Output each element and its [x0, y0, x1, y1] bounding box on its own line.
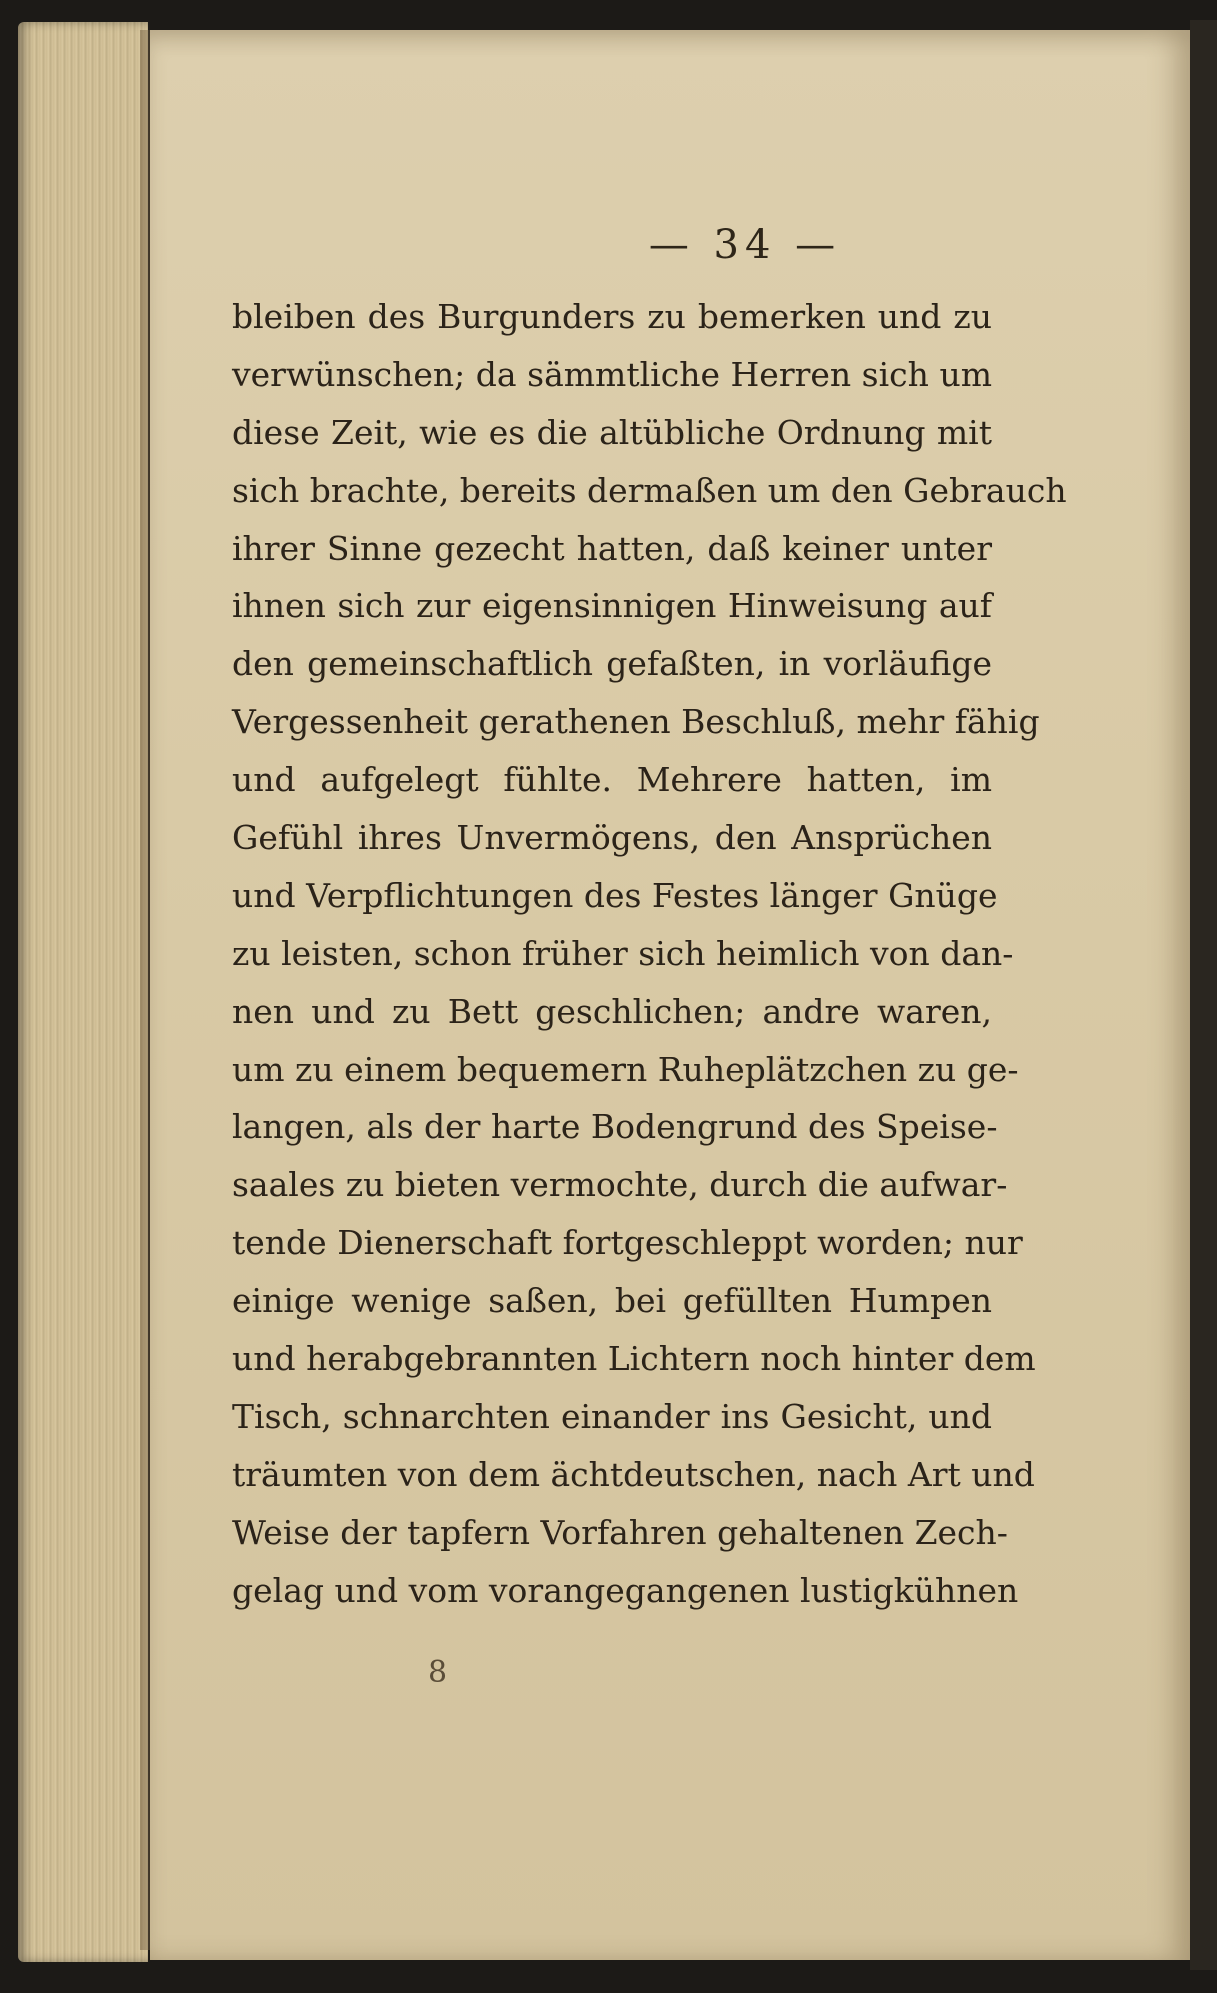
text-line: zu leisten, schon früher sich heimlich von dan-: [232, 933, 1014, 973]
text-line: verwünschen; da sämmtliche Herren sich um: [232, 354, 992, 394]
text-line: sich brachte, bereits dermaßen um den Gebrauch: [232, 470, 1067, 510]
text-line: und aufgelegt fühlte. Mehrere hatten, im: [232, 760, 992, 800]
book-page-edges: [18, 22, 148, 1962]
text-line: ihnen sich zur eigensinnigen Hinweisung auf: [232, 586, 992, 626]
text-line: träumten von dem ächtdeutschen, nach Art und: [232, 1454, 1035, 1494]
text-line: gelag und vom vorangegangenen lustigkühnen: [232, 1570, 1019, 1610]
text-line: nen und zu Bett geschlichen; andre waren,: [232, 991, 992, 1031]
scan-right-border: [1190, 20, 1217, 1970]
text-line: Vergessenheit gerathenen Beschluß, mehr fähig: [232, 702, 1040, 742]
page-number-header: — 34 —: [648, 222, 842, 268]
text-line: Gefühl ihres Unvermögens, den Ansprüchen: [232, 818, 992, 858]
text-line: Tisch, schnarchten einander ins Gesicht, und: [232, 1396, 992, 1436]
text-line: diese Zeit, wie es die altübliche Ordnung mit: [232, 412, 992, 452]
text-line: langen, als der harte Bodengrund des Speise-: [232, 1107, 998, 1147]
text-line: einige wenige saßen, bei gefüllten Humpen: [232, 1281, 992, 1321]
text-line: saales zu bieten vermochte, durch die aufwar-: [232, 1165, 1008, 1205]
printer-signature-mark: 8: [428, 1655, 448, 1690]
text-line: Weise der tapfern Vorfahren gehaltenen Zech-: [232, 1512, 1008, 1552]
text-line: um zu einem bequemern Ruheplätzchen zu ge-: [232, 1049, 1019, 1089]
text-line: tende Dienerschaft fortgeschleppt worden; nur: [232, 1223, 1023, 1263]
text-line: und herabgebrannten Lichtern noch hinter dem: [232, 1339, 1036, 1379]
text-line: ihrer Sinne gezecht hatten, daß keiner unter: [232, 528, 992, 568]
text-line: bleiben des Burgunders zu bemerken und zu: [232, 297, 992, 336]
text-line: den gemeinschaftlich gefaßten, in vorläufige: [232, 644, 992, 684]
text-line: und Verpflichtungen des Festes länger Gnüge: [232, 875, 998, 915]
body-text: [232, 288, 1067, 1619]
